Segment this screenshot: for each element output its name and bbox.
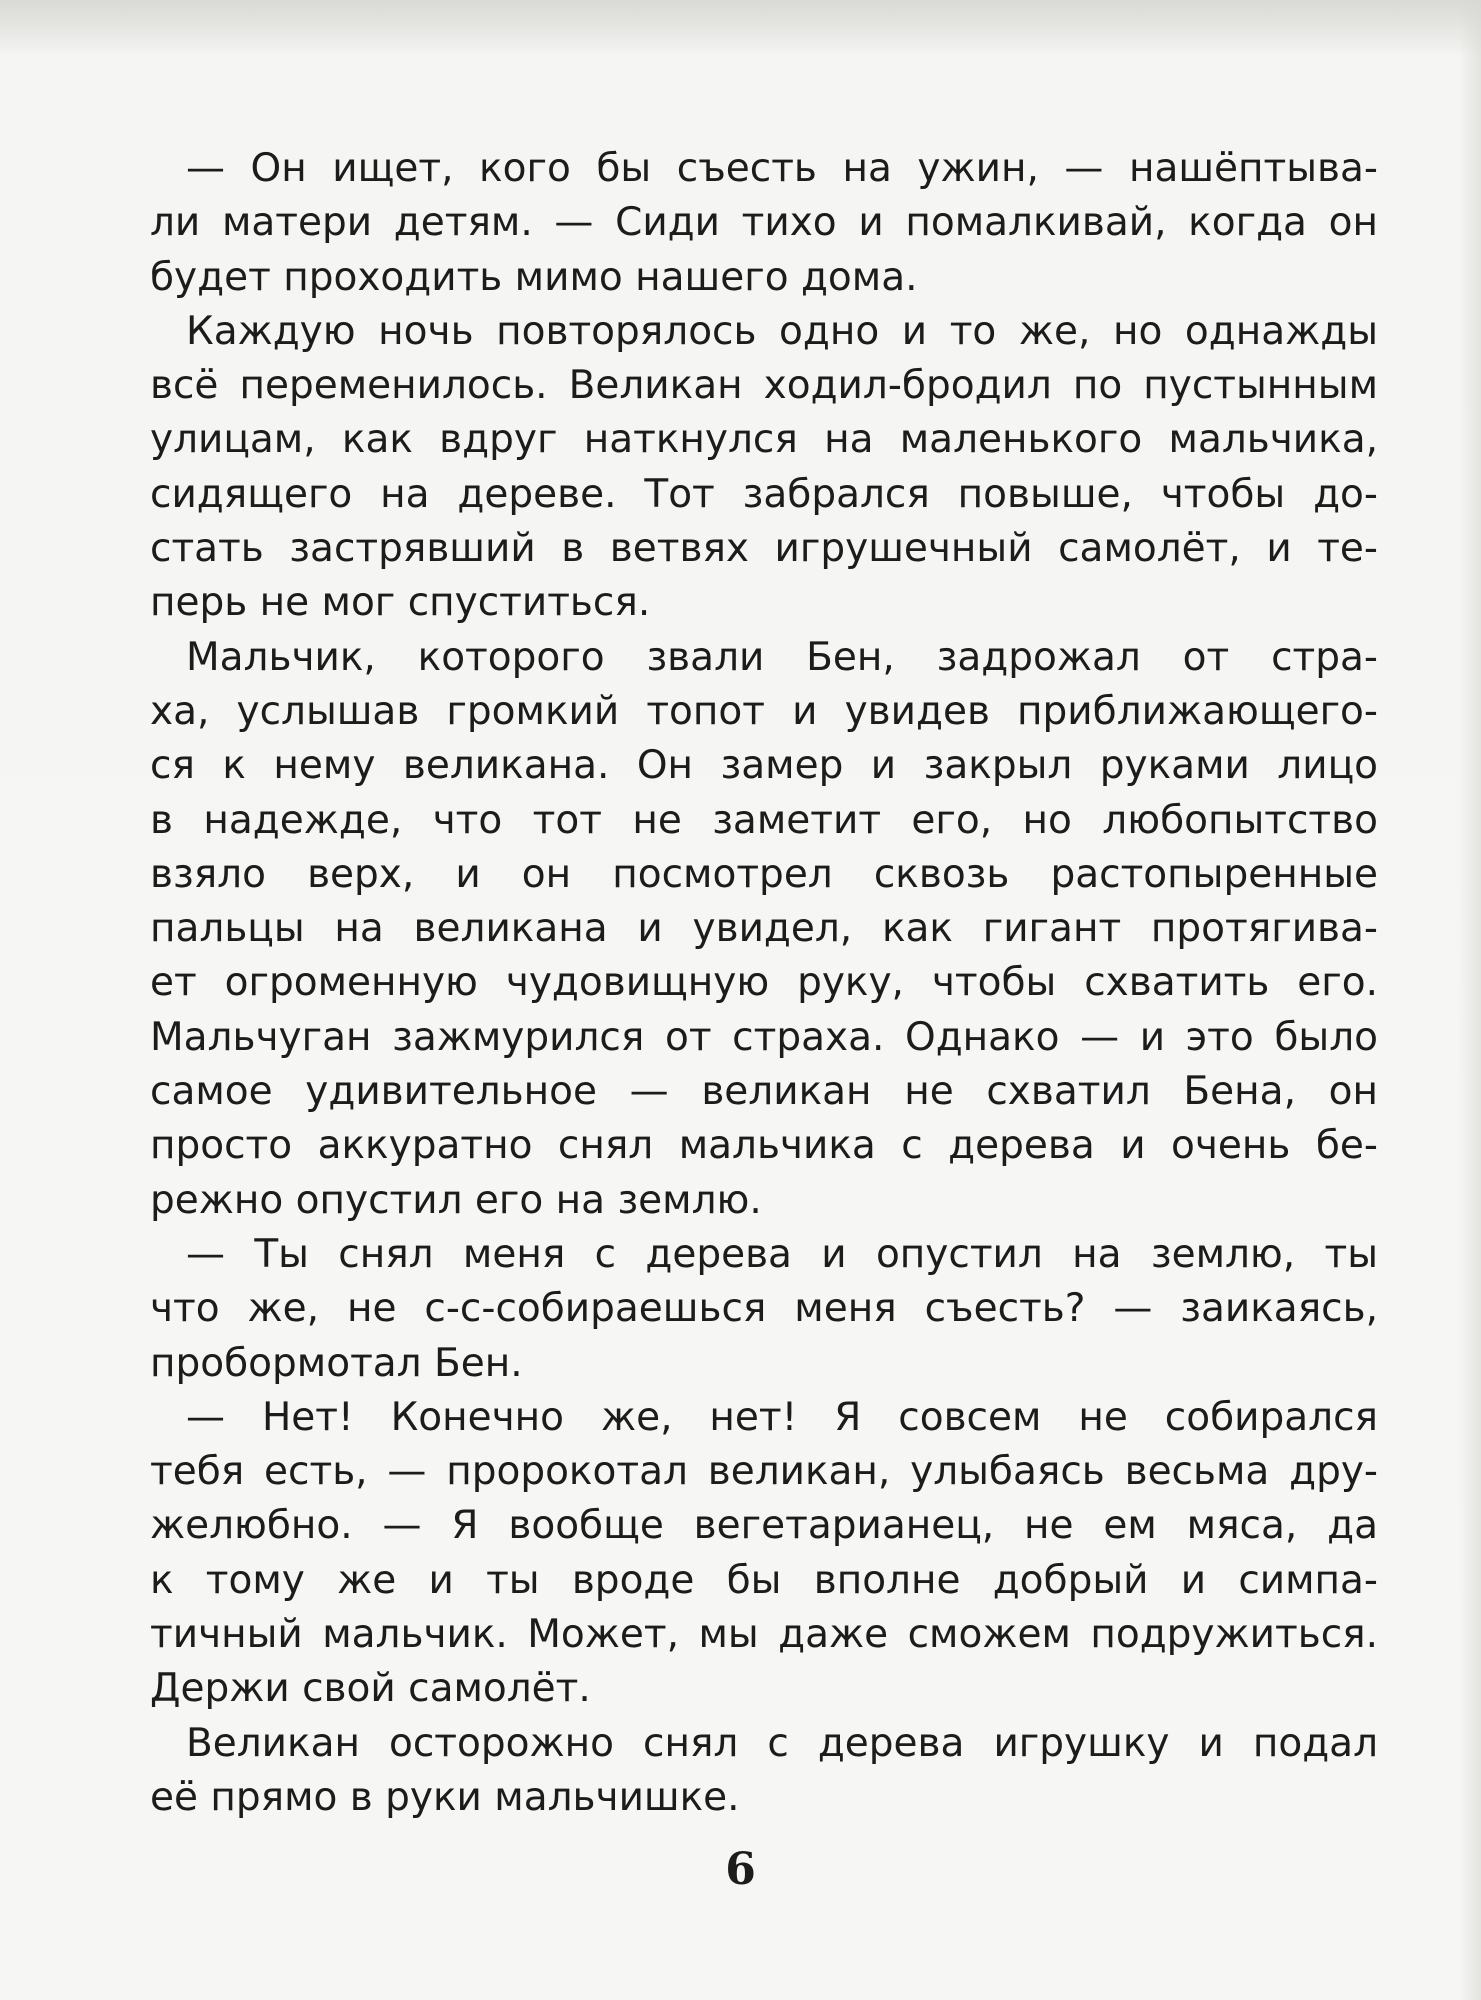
paragraph (150, 305, 1378, 631)
text-line: в надежде, что тот не заметит его, но любопытство (150, 797, 1378, 843)
text-line: будет проходить мимо нашего дома. (150, 254, 918, 300)
text-line: тичный мальчик. Может, мы даже сможем подружиться. (150, 1612, 1378, 1658)
text-line: желюбно. — Я вообще вегетарианец, не ем мяса, да (150, 1503, 1378, 1549)
text-line: пробормотал Бен. (150, 1340, 523, 1386)
text-line: пальцы на великана и увидел, как гигант протягива- (150, 906, 1378, 952)
paragraph (150, 1391, 1378, 1717)
paragraph (150, 142, 1378, 305)
paragraph (150, 1228, 1378, 1391)
story-text (150, 142, 1378, 1825)
text-line: улицам, как вдруг наткнулся на маленького мальчика, (150, 417, 1378, 463)
text-line: что же, не с-с-собираешься меня съесть? — заикаясь, (150, 1286, 1378, 1332)
text-line: тебя есть, — пророкотал великан, улыбаясь весьма дру- (150, 1449, 1378, 1495)
text-line: перь не мог спуститься. (150, 580, 651, 626)
text-line: к тому же и ты вроде бы вполне добрый и симпа- (150, 1557, 1378, 1603)
text-line: ха, услышав громкий топот и увидев приближающего- (150, 688, 1378, 734)
text-line: просто аккуратно снял мальчика с дерева и очень бе- (150, 1123, 1378, 1169)
scan-shadow-top (0, 0, 1481, 55)
scan-shadow-right (1459, 0, 1481, 2000)
paragraph (150, 1717, 1378, 1826)
text-line: ся к нему великана. Он замер и закрыл руками лицо (150, 743, 1378, 789)
text-line: всё переменилось. Великан ходил-бродил по пустынным (150, 363, 1378, 409)
text-line: — Ты снял меня с дерева и опустил на землю, ты (186, 1231, 1378, 1277)
text-line: самое удивительное — великан не схватил Бена, он (150, 1069, 1378, 1115)
text-line: Каждую ночь повторялось одно и то же, но однажды (186, 308, 1378, 354)
text-line: Великан осторожно снял с дерева игрушку и подал (186, 1720, 1378, 1766)
text-line: ли матери детям. — Сиди тихо и помалкивай, когда он (150, 200, 1378, 246)
text-line: — Нет! Конечно же, нет! Я совсем не собирался (186, 1394, 1378, 1440)
text-line: сидящего на дереве. Тот забрался повыше, чтобы до- (150, 471, 1378, 517)
text-line: Мальчик, которого звали Бен, задрожал от стра- (186, 634, 1378, 680)
text-line: Мальчуган зажмурился от страха. Однако — и это было (150, 1014, 1378, 1060)
text-line: ет огроменную чудовищную руку, чтобы схватить его. (150, 960, 1378, 1006)
text-line: стать застрявший в ветвях игрушечный самолёт, и те- (150, 526, 1378, 572)
page-number: 6 (725, 1844, 756, 1895)
text-line: Держи свой самолёт. (150, 1666, 591, 1712)
text-line: взяло верх, и он посмотрел сквозь растопыренные (150, 851, 1378, 897)
text-line: её прямо в руки мальчишке. (150, 1774, 740, 1820)
paragraph (150, 631, 1378, 1228)
text-line: режно опустил его на землю. (150, 1177, 762, 1223)
text-line: — Он ищет, кого бы съесть на ужин, — нашёптыва- (186, 146, 1378, 191)
